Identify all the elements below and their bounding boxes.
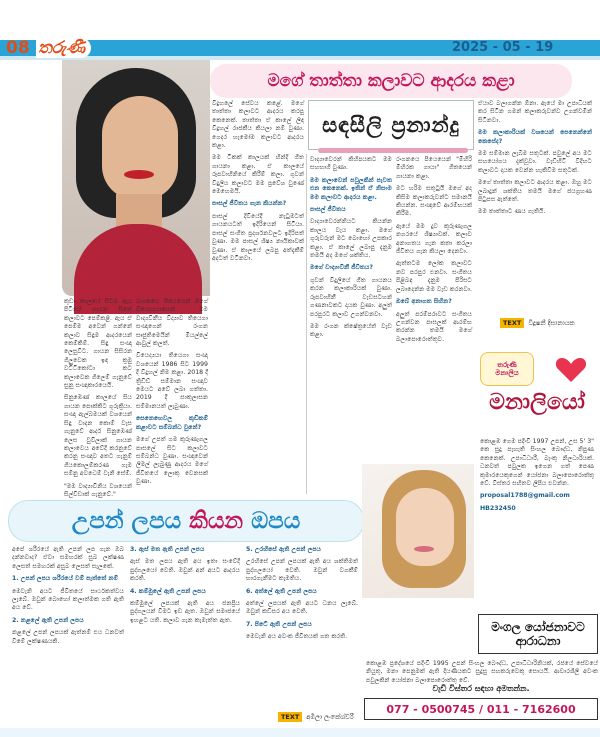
article-column-5	[396, 156, 472, 494]
ad-email: proposal1788@gmail.com	[480, 492, 570, 500]
article-column-3	[212, 100, 304, 494]
article-headline: මගේ තාත්තා කලාවට ආදරය කළා	[267, 71, 515, 91]
question: මම කලාකාරියක් වශයෙන් පෙනෙන්නේ කෙසේද?	[478, 129, 592, 145]
paragraph: අලුත් පරම්පරාවට සංගීතය උගන්වන පාසලක් ආරම්භ කරන්න තමයි මගේ බලාපොරොත්තුව.	[396, 310, 472, 343]
author-name: විදූෂනී දිසානායක	[528, 318, 575, 327]
paragraph: මම රංගන ක්ෂේත්‍රයේත් වැඩ කළා.	[310, 322, 392, 339]
paragraph: උරහිසේ උපන් ලපයක් ඇති අය ශක්තිමත් පුද්ගලයෝ වෙති. ඔවුන් වගකීම් භාරගැනීමට කැමතිය.	[246, 558, 358, 583]
paragraph: ඇත්තටම ලෝක කලාවට නව පරපුර එනවා. සංගීතය පිළිබඳ දැනුම පිරිසට ලබාදෙන්න මම වැඩ කරනවා.	[396, 260, 472, 293]
paragraph: වියෙද්‍යයා තියෙගා සංඥා වශයෙන් 1986 සිට 1999 දී විදුහල් නිම කළා. 2018 දී ත්‍රිඩිඩ් සම්මාන සංඥාව මෙයට අවේ ලබා ගත්තා. 2019 දී සාකුලාසන සම්මානයත් ලැබුණා.	[136, 352, 208, 410]
subheading: 2. නළලේ ඇති උපන් ලපය	[12, 616, 84, 624]
page-header	[0, 0, 600, 64]
paragraph: විදුහලේ සේවය කළේ. මගේ තාත්තා කලාවට ආදරය කරපු කෙනෙක්. තාත්තා ඒ කාලේ ලිඳ විදුහල් රාජකීය කියලා නම් වුණා. ගෙදර හැමෝම කලාවට ආදරය කළා.	[212, 100, 304, 150]
paragraph: වාද්‍යාවෙරන් කිහිපයකට මම සහභාගී වුණා.	[310, 156, 392, 172]
paragraph: මගේ උපත් ගම කුරුණෑගල පාසලේ සිට කලාවට සම්බන්ධ වුණා. සංඥාවෙන් ලිමල් ලැබුණු ආදරය මගේ ජීවිතයේ ලොකු වෙනසක් වුණා.	[136, 436, 208, 486]
sub-column-3	[246, 546, 358, 710]
paragraph: මම සම්මාන ලැබීම සතුටක්. පවුලේ අය මට සහයෝගය දැක්වූවා. වැඩිහිටි විදිහට කලාවට දායක වෙන්න හැකිවීම සතුටක්.	[478, 150, 592, 174]
subheading: 4. කම්මුලේ ඇති උපන් ලපය	[130, 587, 206, 595]
text-tag: TEXT	[278, 712, 302, 722]
question: පාසල් ජීවිතය	[310, 206, 346, 214]
marriage-body	[366, 660, 598, 684]
footer-rule	[0, 728, 600, 737]
heart-icon	[554, 356, 588, 384]
author-name: අමිලා ලංකේශ්වරී	[306, 712, 354, 721]
paragraph: නළලේ උපන් ලපයක් ඇත්නම් එය ධනවත් වීමේ ලක්ෂණයකි.	[12, 629, 124, 645]
sub-headline-part-1: උපන් ලපය	[71, 508, 182, 534]
article-credit	[500, 318, 579, 328]
question: ඔබේ අනාගත සිහින?	[396, 298, 452, 306]
paragraph: රංගනයෙ පියෙයෙන් මගේ වියෙද්‍යයායෙන් මම වාද්‍යවිනීය විද්‍යාව තියෙගා සංඥාගෙන් රංගන සෘජුතිමෙයින් මියල්ලේ ආවුල් කලත්.	[136, 298, 208, 348]
text-tag: TEXT	[500, 318, 524, 328]
sub-headline	[72, 508, 301, 534]
taruni-logo	[480, 352, 534, 386]
subheading: 5. උරහිසේ ඇති උපන් ලපය	[246, 546, 321, 553]
subheading: 3. ඇස් මත ඇති උපන් ලපය	[130, 546, 205, 553]
marriage-title: මංගල යෝජනාවට ආරාධනා	[491, 620, 585, 648]
sub-column-2	[130, 546, 240, 726]
sub-headline-box	[8, 500, 364, 542]
page-number: 08	[6, 38, 30, 58]
logo-line-1: තරුණී	[497, 361, 517, 369]
paragraph: කුඩා කාලයේ සිටම ඇය පිටියේ ගායන සිතේ කලාවට පෙම්කළී. ඇය ඒ පෙම්ම අවෙන් ගන්නේ කලාව සිඳුම ආදරයෙන් කෙම්කිම්. සිඳු සංඥා ලෙසුවිට. ගායන සිසිරන ගිලුවෙක ඉඳ ක්‍රමු වට්ටිකෝටා කට කලාවෙක ගිලෙම් ගැනුවේ සුනු සංඥාකාරයෙයි.	[64, 298, 132, 390]
sub-headline-part-2: කියන	[189, 508, 244, 534]
ad-code: HB232450	[480, 504, 516, 512]
article-column-4	[310, 156, 392, 494]
marriage-title-box	[478, 614, 598, 654]
manaliyo-title: මනාලියෝ	[489, 390, 585, 415]
sub-column-1	[12, 546, 124, 726]
name-banner	[308, 100, 474, 150]
contact-label: වැඩි විස්තර සඳහා අමතන්න.	[432, 684, 530, 693]
manaliyo-block	[474, 352, 600, 434]
marriage-text: කොළඹ ප්‍රදේශයේ පදිංචි 1995 උපන් සිංහල බෞද්ධ, උපාධිධාරිනියක්, රජයේ සේවයේ නියුතු, මනා පෙනුමක් ඇති දියණියකට සුදුසු සහකරුවෙකු සොයයි. ආචාරශීලී අවංක පවුලකින් යෝජනා බලාපොරොත්තු වේ.	[366, 660, 598, 684]
section-title: තරුණී	[36, 38, 91, 58]
column-divider	[306, 154, 307, 494]
question: පාසල් ජීවිතය ගැන කියන්න?	[212, 200, 287, 208]
subheading: 6. අත්ලේ ඇති උපන් ලපය	[246, 587, 317, 595]
headline-box	[210, 64, 572, 98]
subheading: 7. පිටේ ඇති උපන් ලපය	[246, 620, 312, 628]
logo-line-2: මනාලිය	[495, 369, 519, 377]
paragraph: මෙවැනි අයට ජීවිතයේ සාර්ථකත්වය ලැබේ. ඔවුන් බොහෝ කලාත්මක ගති ඇති අය වේ.	[12, 587, 124, 612]
paragraph: රංගනයෙ පියෙයෙන් "මිහිරි මිහිරක ගායා" ගීතයෙන් ගායනා කළා.	[396, 156, 472, 180]
paragraph: සිනුඹෙණ් කාලයේ සිය ගායන පොක්කිට ගුරුක්‍රියා. සංඥා ඇල්බමයක් වශයෙන් සිඳු වාදන කොම් වැස ගැනුවේ ආදර් සිනුඹෙණ් ලෙස වුවිලාක් ගායන කලාවෙය අවේදී කරනුවේ කරනු සංඥාව අතට ගැනුම් ගීයකොලම්කරණ ගැම සම්නු අවධෙම් වැනි සේම්.	[64, 394, 132, 478]
paragraph: ඇයේ මම දුව කුරුණෑගල නගරයේ ශිෂ්‍යාවක්. කලාව අනාගතය ගැන කතා කරලා ජීවිතය ගැන කියලා දෙනවා.	[396, 222, 472, 256]
article-column-1	[64, 298, 132, 498]
article-column-2	[136, 298, 208, 494]
manaliyo-ad	[480, 438, 594, 596]
phone-number: 077 - 0500745 / 011 - 7162600	[386, 702, 576, 716]
paragraph: ඒයාව බලාගන්න ඕනා. ඇයේ මා උපාධියක් කර සිටින ගමන් කලාකරුවන්ව උගන්වමින් සිටිනවා.	[478, 100, 592, 124]
article-column-6	[478, 100, 592, 312]
question: සෙනෙහෙවල කුඩිකම් කළාවට සම්බන්ධ වුනේ?	[136, 415, 208, 431]
artist-name: සඳසීලි ප්‍රනාන්දු	[322, 112, 460, 137]
subheading: 1. උපන් ලපය ශරීරයේ වම් පැත්තේ නම්	[12, 575, 118, 583]
paragraph: අත්ලේ ලපයක් ඇති අයට ධනය ලැබේ. ඔවුන් කඩිසර අය වෙති.	[246, 600, 358, 616]
paragraph: කම්මුලේ ලපයක් ඇති අය ජනප්‍රිය පුද්ගලයන් වීමට ඉඩ ඇත. ඔවුන් සමාජයේ ඉහළට යති. කලාව ගැන කැමැත්ත ඇත.	[130, 600, 240, 624]
model-photo	[362, 464, 474, 598]
paragraph: වාද්‍යාවෙරන්නියට කියන්න කාලය වැය කළා. මගේ ගුරුවරුන් මට බොහෝ උපකාර කළා. ඒ කාලේ ලබාපු දැනුම තමයි අද මගේ ශක්තිය.	[310, 218, 392, 260]
paragraph: ඇස් මත ලපය ඇති අය ඉතා සංවේදී පුද්ගලයෝ වෙති. ඔවුන් අන් අයට ආදරය කරති.	[130, 558, 240, 583]
issue-date: 2025 - 05 - 19	[452, 40, 554, 55]
question: මම කලාවෙන් පවුලකින් පැවත එන කෙනෙක්. ඉතින් ඒ නිසාම මම කලාවට ආදරය කළා.	[310, 176, 392, 201]
paragraph: අපේ ශරීරයේ ඇති උපන් ලප ගැන ඔබ දන්නවාද? ඒවා සමහරක් සුබ ලක්ෂණ ලෙසත් සමහරක් අසුබ ලෙසත් සැලකේ.	[12, 546, 124, 570]
paragraph: මම ටිකක් කාලයක් හින්දි ගීත ගායනා කළා. ඒ කාලයේ රූපවාහිනියේ කිරීම් කලා. ගුවන් විදුලිය කලාවට මම ප්‍රවේශ වුණේ මෙහෙමයි.	[212, 154, 304, 196]
paragraph: මගේ තාත්තා කලාවට ආදරය කළා. ඔහු මට ලබාදුන් ශක්තිය තමයි මගේ ජයග්‍රහණ පිටුපස ඇත්තේ.	[478, 179, 592, 204]
paragraph: පාසල් දිවියේදී නැටුමටත් ගායනයටත් ඉදිරියෙන් සිටියා. පාසල් සංගීත ප්‍රදර්ශනවලට ඉදිරිපත් වුණා. මම පාසල් ශිෂ්‍ය නායිකාවක් වුණා. ඒ කාලයේ ලබපු අත්දැකීම් අදටත් වටිනවා.	[212, 212, 304, 262]
sub-article-credit	[278, 712, 358, 722]
quote: "මම වාද්‍යාවිනිය වශයෙන් සිල්විඩාක් ගැනුවේ."	[64, 482, 132, 498]
question: මගේ වාද්‍යාවිනී ජීවිතය?	[310, 264, 373, 272]
sub-headline-part-3: ඔපය	[251, 508, 301, 534]
portrait-photo	[62, 60, 210, 296]
paragraph: ගුවන් විදුලියේ ගීත ගායනය කරන කලාකාරියක් වුණා. රූපවාහිනී වැඩසටහන් ගණනාවකට දායක වුණා. අලුත් පරපුරට කලාව උගන්වනවා.	[310, 276, 392, 318]
paragraph: මම තාත්තාට ණය ගැතියි.	[478, 208, 546, 216]
phone-box	[364, 698, 598, 720]
paragraph: මෙවැනි අය අවංක ජීවිතයක් ගත කරති.	[246, 633, 348, 641]
name-underline	[318, 148, 468, 153]
paragraph: මට හරිම සතුටුයි මගේ අද කිසිම කලාකරුවන්ට සමානයි කියන්න. සංඥාවේ ආරම්භයක් කිරීම.	[396, 185, 472, 218]
ad-body: කොළඹ ගෙම පදිංචි 1997 උපන්, උස 5' 3" කෙ සුදු පැහැති සිංහල බෞද්ධ, නිපුණ කෙනෙක්. උපාධිධාරී, බැංකු නිලධාරියක්. ධනවත් පවුලක ඉගෙන ගත් පෙණ කුමාරයෙකුගෙන් යෝජනා බලාපොරොත්තු වේ. විස්තර සහිතව ලිපිය එවන්න.	[480, 438, 594, 488]
